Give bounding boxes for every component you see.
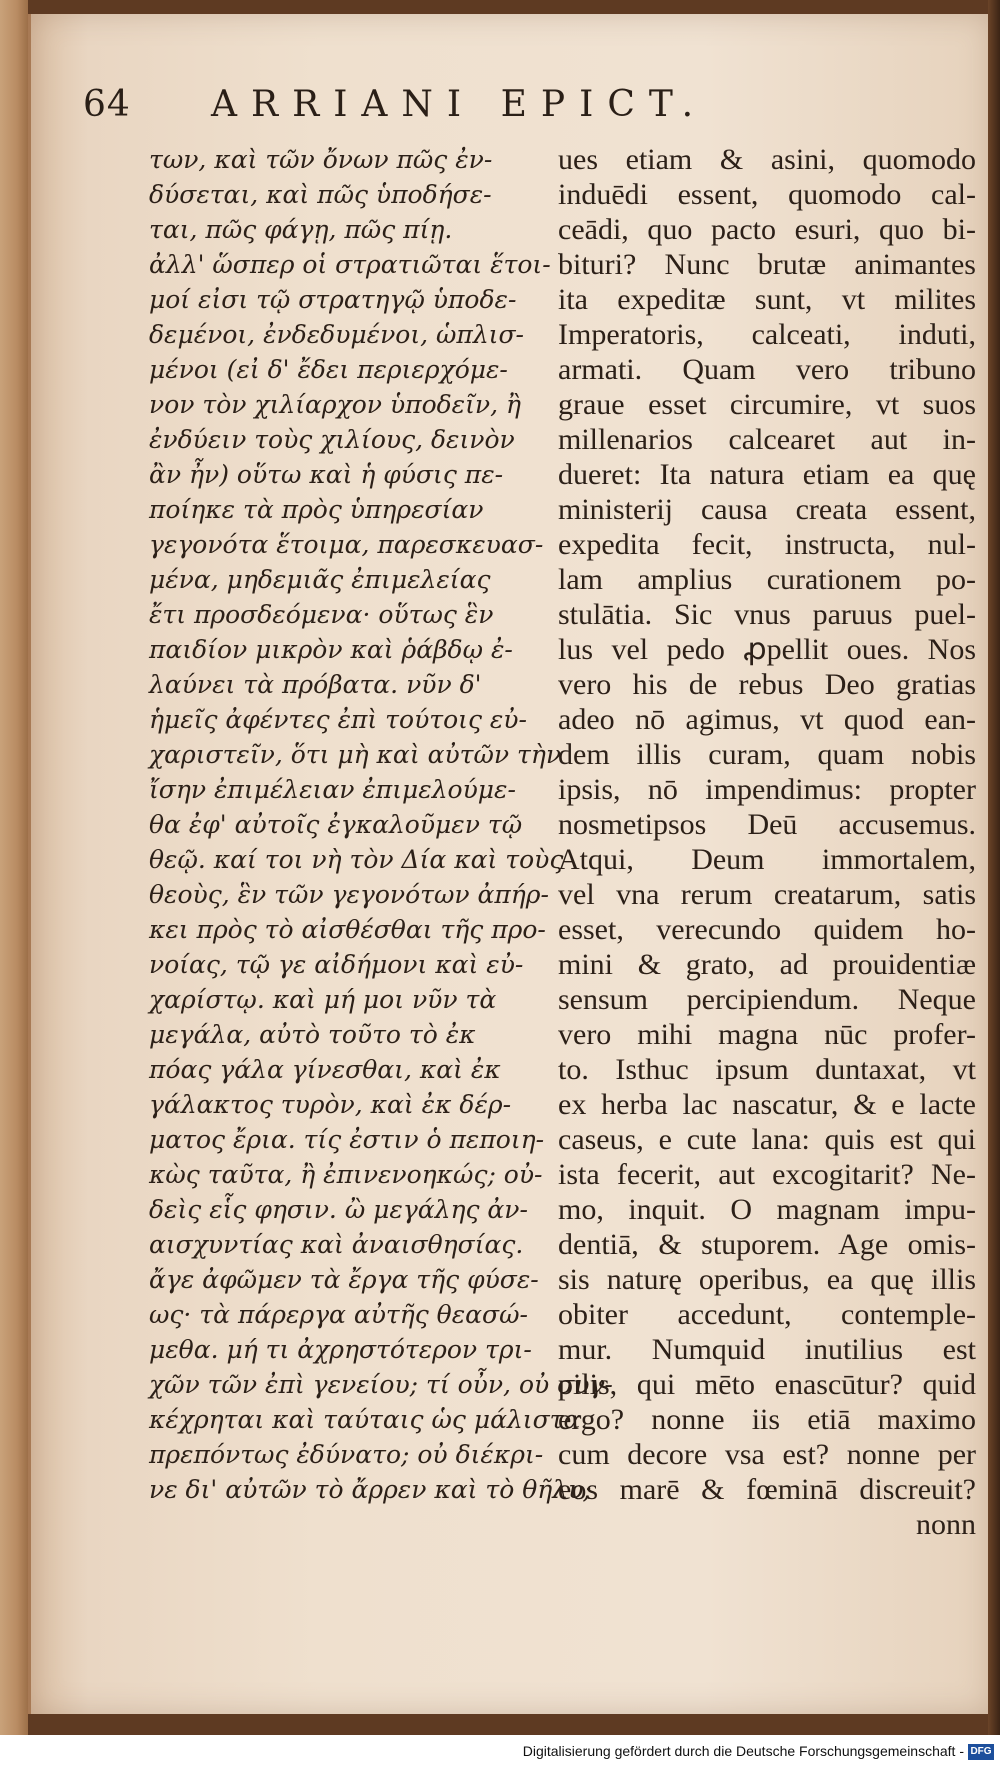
- latin-text-line: vero mihi magna nūc profer-: [558, 1018, 976, 1051]
- greek-text-line: χαρίστῳ. καὶ μή μοι νῦν τὰ: [149, 985, 497, 1014]
- greek-text-line: ται, πῶς φάγῃ, πῶς πίῃ.: [149, 215, 453, 244]
- latin-text-line: dem illis curam, quam nobis: [558, 738, 976, 771]
- greek-text-line: πόας γάλα γίνεσθαι, καὶ ἐκ: [149, 1055, 501, 1084]
- latin-text-line: dentiā, & stuporem. Age omis-: [558, 1228, 976, 1261]
- greek-text-line: χαριστεῖν, ὅτι μὴ καὶ αὐτῶν τὴν: [149, 740, 562, 769]
- greek-text-line: παιδίον μικρὸν καὶ ῥάβδῳ ἐ-: [149, 635, 513, 664]
- latin-text-line: graue esset circumire, vt suos: [558, 388, 976, 421]
- latin-text-line: ipsis, nō impendimus: propter: [558, 773, 976, 806]
- greek-text-line: νον τὸν χιλίαρχον ὑποδεῖν, ἢ: [149, 390, 521, 419]
- greek-text-line: μεγάλα, αὐτὸ τοῦτο τὸ ἐκ: [149, 1020, 476, 1049]
- latin-text-line: stulātia. Sic vnus paruus puel-: [558, 598, 976, 631]
- scan-right-edge: [988, 0, 1000, 1735]
- latin-text-line: to. Isthuc ipsum duntaxat, vt: [558, 1053, 976, 1086]
- greek-text-line: θεοὺς, ἓν τῶν γεγονότων ἀπήρ-: [149, 880, 549, 909]
- latin-text-line: sis naturę operibus, ea quę illis: [558, 1263, 976, 1296]
- catchword: nonn: [916, 1508, 976, 1541]
- latin-text-line: Atqui, Deum immortalem,: [558, 843, 976, 876]
- greek-text-line: νοίας, τῷ γε αἰδήμονι καὶ εὐ-: [149, 950, 524, 979]
- latin-text-line: armati. Quam vero tribuno: [558, 353, 976, 386]
- greek-text-line: ἀλλ' ὥσπερ οἱ στρατιῶται ἕτοι-: [149, 250, 551, 279]
- greek-text-line: ἐνδύειν τοὺς χιλίους, δεινὸν: [149, 425, 515, 454]
- greek-text-line: δύσεται, καὶ πῶς ὑποδήσε-: [149, 180, 492, 209]
- latin-text-line: nosmetipsos Deū accusemus.: [558, 808, 976, 841]
- latin-text-line: cum decore vsa est? nonne per: [558, 1438, 976, 1471]
- latin-text-line: millenarios calcearet aut in-: [558, 423, 976, 456]
- greek-text-line: θα ἐφ' αὐτοῖς ἐγκαλοῦμεν τῷ: [149, 810, 523, 839]
- latin-text-line: pilis, qui mēto enascūtur? quid: [558, 1368, 976, 1401]
- greek-text-line: ως· τὰ πάρεργα αὐτῆς θεασώ-: [149, 1300, 528, 1329]
- latin-text-line: sensum percipiendum. Neque: [558, 983, 976, 1016]
- greek-text-line: γεγονότα ἕτοιμα, παρεσκευασ-: [149, 530, 544, 559]
- greek-text-line: πρεπόντως ἐδύνατο; οὐ διέκρι-: [149, 1440, 544, 1469]
- greek-text-line: ἡμεῖς ἀφέντες ἐπὶ τούτοις εὐ-: [149, 705, 527, 734]
- latin-text-column: [558, 142, 976, 1542]
- latin-text-line: ues etiam & asini, quomodo: [558, 143, 976, 176]
- latin-text-line: bituri? Nunc brutæ animantes: [558, 248, 976, 281]
- greek-text-line: ἄγε ἀφῶμεν τὰ ἔργα τῆς φύσε-: [149, 1265, 539, 1294]
- greek-text-line: μένα, μηδεμιᾶς ἐπιμελείας: [149, 565, 491, 594]
- latin-text-line: ita expeditæ sunt, vt milites: [558, 283, 976, 316]
- book-page: [28, 14, 991, 1714]
- latin-text-line: mur. Numquid inutilius est: [558, 1333, 976, 1366]
- latin-text-line: expedita fecit, instructa, nul-: [558, 528, 976, 561]
- latin-text-line: ista fecerit, aut excogitarit? Ne-: [558, 1158, 976, 1191]
- greek-text-line: νε δι' αὐτῶν τὸ ἄρρεν καὶ τὸ θῆλυ;: [149, 1475, 592, 1504]
- latin-text-line: caseus, e cute lana: quis est qui: [558, 1123, 976, 1156]
- latin-text-line: ministerij causa creata essent,: [558, 493, 976, 526]
- greek-text-line: δεμένοι, ἐνδεδυμένοι, ὡπλισ-: [149, 320, 524, 349]
- greek-text-line: κὼς ταῦτα, ἢ ἐπινενοηκώς; οὐ-: [149, 1160, 543, 1189]
- latin-text-line: mini & grato, ad prouidentiæ: [558, 948, 976, 981]
- greek-text-line: των, καὶ τῶν ὄνων πῶς ἐν-: [149, 145, 493, 174]
- greek-text-line: γάλακτος τυρὸν, καὶ ἐκ δέρ-: [149, 1090, 512, 1119]
- book-spine-edge: [0, 0, 28, 1735]
- latin-text-line: vero his de rebus Deo gratias: [558, 668, 976, 701]
- running-title: ARRIANI EPICT.: [211, 84, 708, 125]
- greek-text-line: λαύνει τὰ πρόβατα. νῦν δ': [149, 670, 482, 699]
- latin-text-line: lus vel pedo ꝓpellit oues. Nos: [558, 633, 976, 666]
- digitization-footer: [0, 1735, 1000, 1770]
- page-number: 64: [83, 84, 131, 125]
- greek-text-line: ἂν ἦν) οὕτω καὶ ἡ φύσις πε-: [149, 460, 504, 489]
- greek-text-line: αισχυντίας καὶ ἀναισθησίας.: [149, 1230, 524, 1259]
- greek-text-line: ποίηκε τὰ πρὸς ὑπηρεσίαν: [149, 495, 484, 524]
- latin-text-line: ergo? nonne iis etiā maximo: [558, 1403, 976, 1436]
- latin-text-line: dueret: Ita natura etiam ea quę: [558, 458, 976, 491]
- greek-text-line: μεθα. μή τι ἀχρηστότερον τρι-: [149, 1335, 532, 1364]
- latin-text-line: eos marē & fœminā discreuit?: [558, 1473, 976, 1506]
- page-header: [31, 84, 991, 144]
- latin-text-line: induēdi essent, quomodo cal-: [558, 178, 976, 211]
- latin-text-line: lam amplius curationem po-: [558, 563, 976, 596]
- latin-text-line: ceādi, quo pacto esuri, quo bi-: [558, 213, 976, 246]
- latin-text-line: ex herba lac nascatur, & e lacte: [558, 1088, 976, 1121]
- latin-text-line: mo, inquit. O magnam impu-: [558, 1193, 976, 1226]
- latin-text-line: Imperatoris, calceati, induti,: [558, 318, 976, 351]
- latin-text-line: obiter accedunt, contemple-: [558, 1298, 976, 1331]
- greek-text-line: θεῷ. καί τοι νὴ τὸν Δία καὶ τοὺς: [149, 845, 564, 874]
- greek-text-line: ἔτι προσδεόμενα· οὕτως ἓν: [149, 600, 494, 629]
- greek-text-line: κει πρὸς τὸ αἰσθέσθαι τῆς προ-: [149, 915, 546, 944]
- greek-text-line: ματος ἔρια. τίς ἐστιν ὁ πεποιη-: [149, 1125, 545, 1154]
- greek-text-line: χῶν τῶν ἐπὶ γενείου; τί οὖν, οὐ συγ-: [149, 1370, 613, 1399]
- greek-text-line: κέχρηται καὶ ταύταις ὡς μάλιστα: [149, 1405, 581, 1434]
- greek-text-line: δεὶς εἷς φησιν. ὢ μεγάλης ἀν-: [149, 1195, 528, 1224]
- latin-text-line: esset, verecundo quidem ho-: [558, 913, 976, 946]
- latin-text-line: vel vna rerum creatarum, satis: [558, 878, 976, 911]
- latin-text-line: adeo nō agimus, vt quod ean-: [558, 703, 976, 736]
- dfg-logo-icon: DFG: [968, 1744, 994, 1760]
- greek-text-column: [149, 142, 613, 1507]
- greek-text-line: μένοι (εἰ δ' ἔδει περιερχόμε-: [149, 355, 508, 384]
- greek-text-line: ἴσην ἐπιμέλειαν ἐπιμελούμε-: [149, 775, 516, 804]
- greek-text-line: μοί εἰσι τῷ στρατηγῷ ὑποδε-: [149, 285, 517, 314]
- funding-credit: Digitalisierung gefördert durch die Deutsche Forschungsgemeinschaft -: [522, 1743, 964, 1759]
